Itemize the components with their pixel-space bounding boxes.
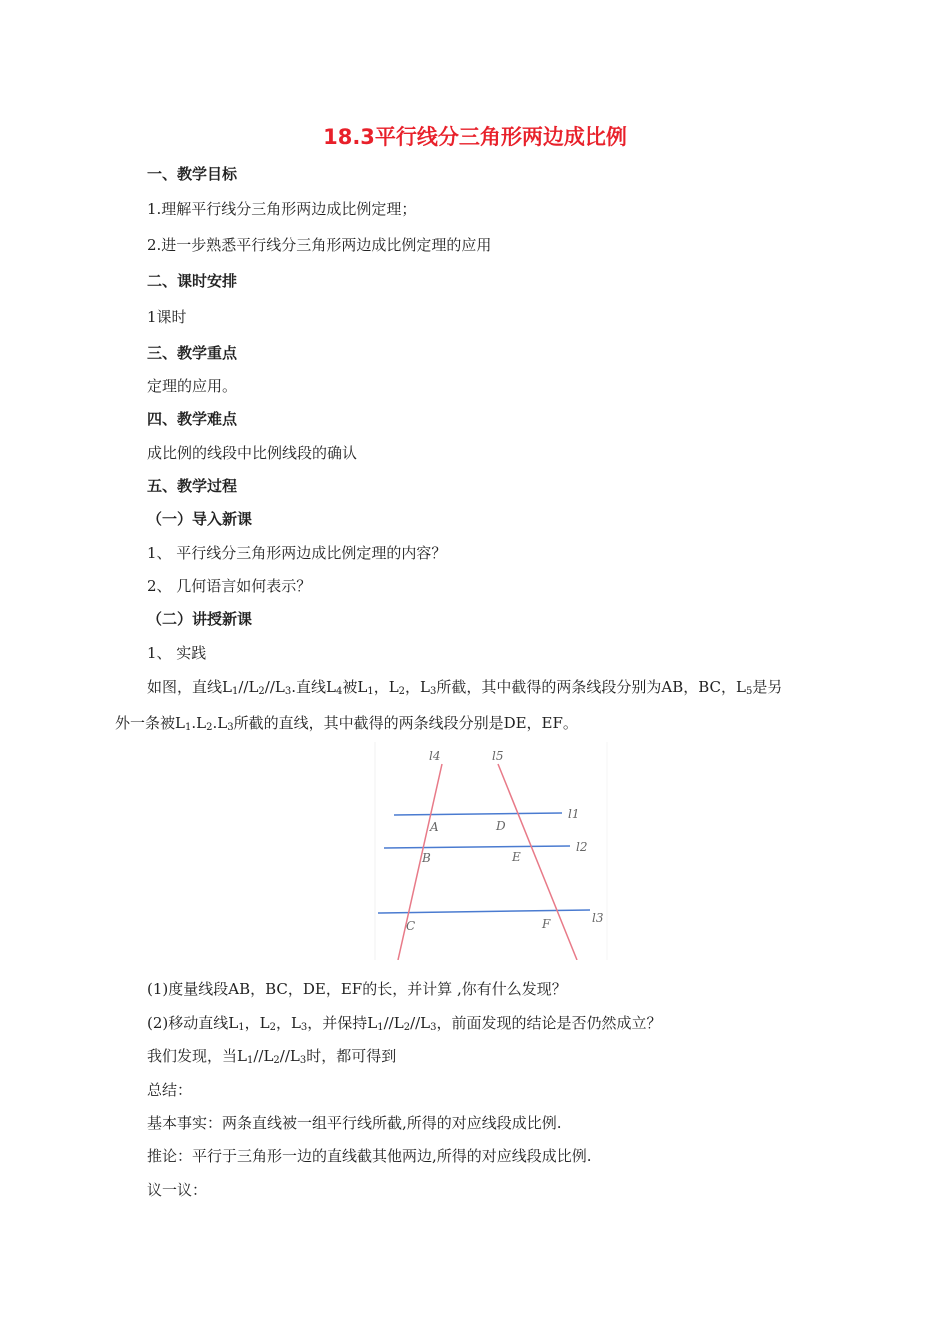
key-points-text: 定理的应用。 bbox=[147, 377, 238, 395]
goal-item-2: 2.进一步熟悉平行线分三角形两边成比例定理的应用 bbox=[147, 236, 492, 254]
subheading-intro: （一）导入新课 bbox=[147, 510, 253, 528]
label-point-d: D bbox=[496, 819, 506, 833]
paragraph-figure-desc-line1: 如图，直线$L_1//L_2//L_3$.直线$L_4$被$L_1$，$L_2$，$L_3$所截，其中截得的两条线段分别为AB，BC，$L_5$是另 bbox=[147, 678, 783, 697]
finding-text: 我们发现，当$L_1//L_2//L_3$时，都可得到 bbox=[147, 1047, 397, 1066]
class-schedule-text: 1课时 bbox=[147, 308, 187, 326]
label-l1: l1 bbox=[568, 807, 580, 821]
difficulties-text: 成比例的线段中比例线段的确认 bbox=[147, 444, 358, 462]
discuss-label: 议一议： bbox=[147, 1181, 208, 1199]
heading-class-schedule: 二、课时安排 bbox=[147, 272, 238, 290]
heading-teaching-process: 五、教学过程 bbox=[147, 477, 238, 495]
label-l4: l4 bbox=[429, 749, 441, 763]
heading-teaching-goals: 一、教学目标 bbox=[147, 165, 238, 183]
label-l5: l5 bbox=[492, 749, 504, 763]
label-l3: l3 bbox=[592, 911, 604, 925]
question-1: (1)度量线段AB，BC，DE，EF的长，并计算 ,你有什么发现？ bbox=[147, 980, 567, 998]
summary-label: 总结： bbox=[147, 1081, 193, 1099]
label-point-a: A bbox=[430, 820, 439, 834]
question-2: (2)移动直线$L_1$，$L_2$，$L_3$，并保持$L_1//L_2//L_3$，前面发现的结论是否仍然成立？ bbox=[147, 1014, 662, 1033]
basic-fact-text: 基本事实：两条直线被一组平行线所截,所得的对应线段成比例. bbox=[147, 1114, 562, 1132]
subheading-lecture: （二）讲授新课 bbox=[147, 610, 253, 628]
heading-difficulties: 四、教学难点 bbox=[147, 410, 238, 428]
label-point-f: F bbox=[542, 917, 551, 931]
corollary-text: 推论：平行于三角形一边的直线截其他两边,所得的对应线段成比例. bbox=[147, 1147, 592, 1165]
page-title: 18.3平行线分三角形两边成比例 bbox=[323, 125, 627, 149]
label-point-b: B bbox=[422, 851, 431, 865]
label-point-e: E bbox=[512, 850, 521, 864]
heading-key-points: 三、教学重点 bbox=[147, 344, 238, 362]
figure-svg bbox=[374, 742, 608, 960]
parallel-lines-figure bbox=[374, 742, 608, 960]
label-l2: l2 bbox=[576, 840, 588, 854]
paragraph-figure-desc-line2: 外一条被$L_1.L_2.L_3$所截的直线，其中截得的两条线段分别是DE，EF。 bbox=[115, 714, 578, 733]
label-point-c: C bbox=[406, 919, 416, 933]
intro-question-2: 2、 几何语言如何表示？ bbox=[147, 577, 312, 595]
lecture-item-1: 1、 实践 bbox=[147, 644, 207, 662]
goal-item-1: 1.理解平行线分三角形两边成比例定理； bbox=[147, 200, 417, 218]
intro-question-1: 1、 平行线分三角形两边成比例定理的内容？ bbox=[147, 544, 447, 562]
